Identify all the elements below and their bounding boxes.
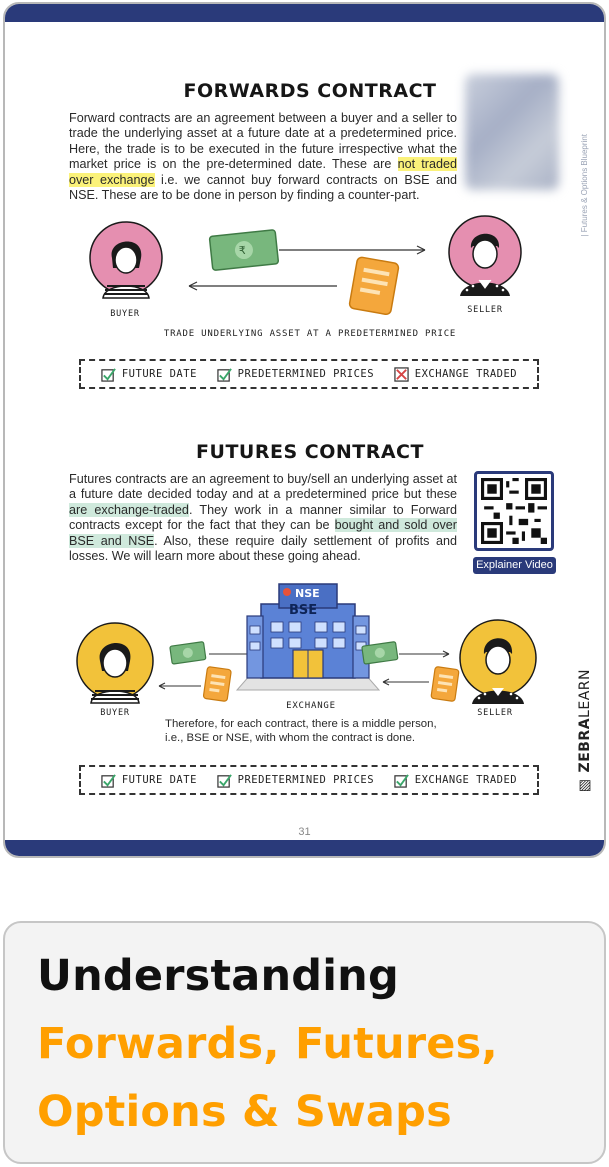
futures-text-3: . Also, these require daily settlement of profits and losses. We will learn more about these going ahead. <box>69 533 457 564</box>
exchange-label: EXCHANGE <box>286 701 336 711</box>
forwards-diagram-caption: TRADE UNDERLYING ASSET AT A PREDETERMINED PRICE <box>163 329 457 339</box>
futures-check-exchange-traded <box>394 773 517 788</box>
check-icon <box>217 367 232 382</box>
promo-line-1: Understanding <box>37 951 399 1001</box>
brand-logo-icon: ▨ <box>577 772 593 794</box>
check-label: FUTURE DATE <box>121 774 197 786</box>
check-icon <box>101 367 116 382</box>
futures-feature-checklist <box>79 765 539 795</box>
futures-text-1: Futures contracts are an agreement to buy/sell an underlying asset at a future date decided today and at a predetermined price but these <box>69 472 457 502</box>
blurred-qr-code <box>465 74 559 190</box>
brand-bold: ZEBRA <box>577 717 593 773</box>
cross-icon <box>394 367 409 382</box>
futures-title: FUTURES CONTRACT <box>196 441 424 463</box>
book-side-caption: | Futures & Options Blueprint <box>580 134 589 237</box>
forwards-check-exchange-traded <box>394 367 517 382</box>
futures-check-predetermined-prices <box>217 773 374 788</box>
page-bottom-band <box>5 840 604 856</box>
forwards-check-future-date <box>101 367 197 382</box>
forwards-paragraph <box>69 111 457 203</box>
page-top-band <box>5 4 604 22</box>
bse-logo-label: BSE <box>289 603 318 618</box>
check-icon <box>217 773 232 788</box>
forwards-highlight: not traded over exchange <box>69 157 457 187</box>
forwards-check-predetermined-prices <box>217 367 374 382</box>
check-icon <box>394 773 409 788</box>
check-label: EXCHANGE TRADED <box>414 774 518 786</box>
forwards-text-1: Forward contracts are an agreement between a buyer and a seller to trade the underlying asset at a future date at a predetermined price. Here, the trade is to be executed in the future irrespective what the market price is on the pre-determined date. These are <box>69 111 457 172</box>
forwards-feature-checklist <box>79 359 539 389</box>
futures-text-2: . They work in a manner similar to Forward contracts except for the fact that they can be <box>69 502 457 533</box>
zebralearn-brand <box>577 669 593 794</box>
forwards-seller-label: SELLER <box>467 305 503 315</box>
qr-code-icon <box>481 478 547 544</box>
seller-avatar <box>445 214 525 306</box>
check-label: FUTURE DATE <box>121 368 197 380</box>
futures-seller-label: SELLER <box>477 708 513 718</box>
buyer-avatar <box>89 220 163 310</box>
futures-highlight-2: bought and sold over BSE and NSE <box>69 518 457 548</box>
nse-logo-label: NSE <box>295 587 320 600</box>
exchange-seller-arrows <box>357 640 467 706</box>
svg-text:₹: ₹ <box>238 243 247 258</box>
promo-line-3: Options & Swaps <box>37 1087 452 1137</box>
check-icon <box>101 773 116 788</box>
futures-highlight-1: are exchange-traded <box>69 502 189 517</box>
promo-line-2: Forwards, Futures, <box>37 1019 498 1069</box>
check-label: EXCHANGE TRADED <box>414 368 518 380</box>
buyer-avatar <box>75 621 155 711</box>
forwards-exchange-arrows <box>175 226 445 316</box>
futures-check-future-date <box>101 773 197 788</box>
middle-person-note: Therefore, for each contract, there is a middle person, i.e., BSE or NSE, with whom the contract is done. <box>165 718 437 744</box>
explainer-qr-code[interactable] <box>474 471 554 551</box>
explainer-video-button[interactable]: Explainer Video <box>473 557 556 574</box>
check-label: PREDETERMINED PRICES <box>237 774 375 786</box>
forwards-text-2: i.e. we cannot buy forward contracts on BSE and NSE. These are to be done in person by finding a counter-part. <box>69 172 457 203</box>
brand-light: LEARN <box>577 669 593 718</box>
seller-avatar <box>457 618 539 710</box>
forwards-buyer-label: BUYER <box>110 309 140 319</box>
check-label: PREDETERMINED PRICES <box>237 368 375 380</box>
book-page <box>3 2 606 858</box>
page-number: 31 <box>298 826 311 838</box>
futures-paragraph <box>69 472 457 564</box>
forwards-title: FORWARDS CONTRACT <box>183 80 437 102</box>
promo-card <box>3 921 606 1164</box>
futures-buyer-label: BUYER <box>100 708 130 718</box>
